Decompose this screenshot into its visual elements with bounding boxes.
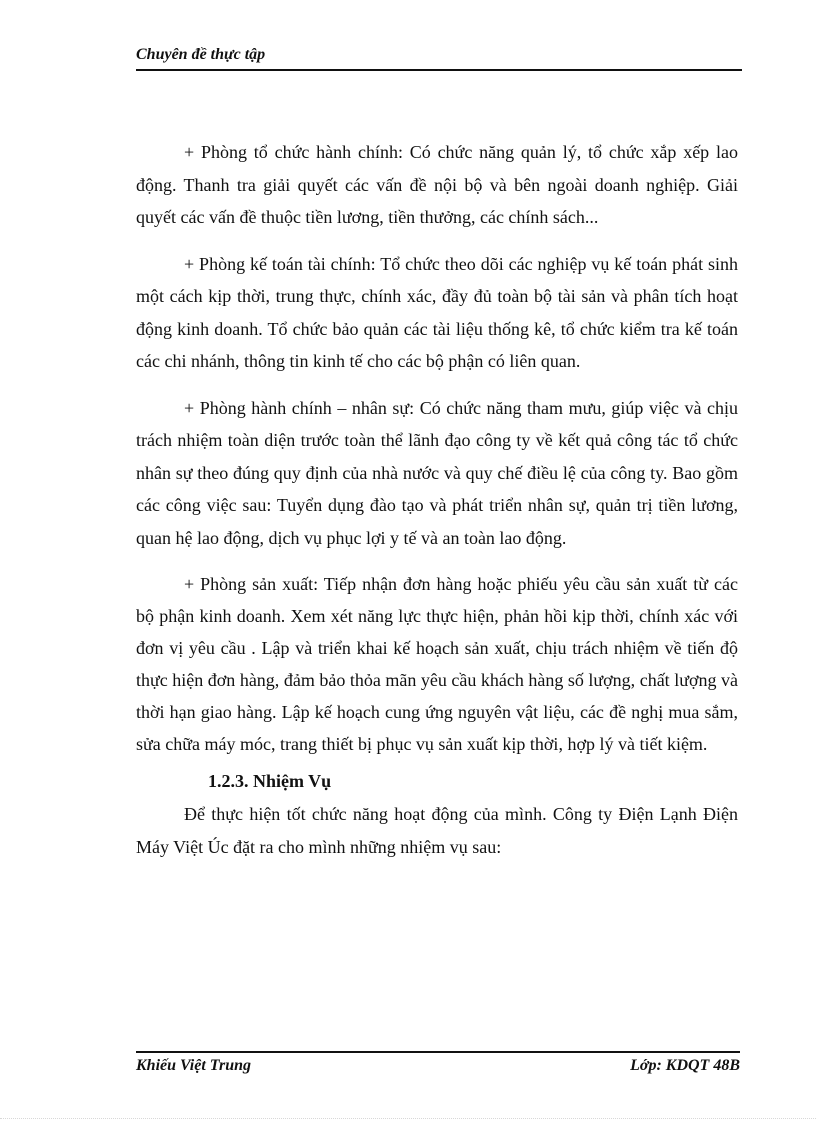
footer-rule bbox=[136, 1051, 740, 1053]
footer-author: Khiếu Việt Trung bbox=[136, 1057, 251, 1074]
footer-class: Lớp: KDQT 48B bbox=[630, 1057, 740, 1074]
page-footer bbox=[136, 1057, 740, 1075]
paragraph-san-xuat: + Phòng sản xuất: Tiếp nhận đơn hàng hoặc phiếu yêu cầu sản xuất từ các bộ phận kinh doanh. Xem xét năng lực thực hiện, phản hồi kịp thời, chính xác với đơn vị yêu cầu . Lập và triển khai kế hoạch sản xuất, chịu trách nhiệm về tiến độ thực hiện đơn hàng, đảm bảo thỏa mãn yêu cầu khách hàng số lượng, chất lượng và thời hạn giao hàng. Lập kế hoạch cung ứng nguyên vật liệu, các đề nghị mua sắm, sửa chữa máy móc, trang thiết bị phục vụ sản xuất kịp thời, hợp lý và tiết kiệm. bbox=[136, 574, 738, 754]
page-edge-divider bbox=[0, 1118, 816, 1119]
section-heading: 1.2.3. Nhiệm Vụ bbox=[208, 771, 332, 791]
paragraph-ke-toan: + Phòng kế toán tài chính: Tổ chức theo dõi các nghiệp vụ kế toán phát sinh một cách kịp thời, trung thực, chính xác, đầy đủ toàn bộ tài sản và phân tích hoạt động kinh doanh. Tổ chức bảo quản các tài liệu thống kê, tổ chức kiểm tra kế toán các chi nhánh, thông tin kinh tế cho các bộ phận có liên quan. bbox=[136, 253, 738, 371]
section-intro: Để thực hiện tốt chức năng hoạt động của mình. Công ty Điện Lạnh Điện Máy Việt Úc đặt ra cho mình những nhiệm vụ sau: bbox=[136, 804, 738, 857]
header-rule bbox=[136, 69, 742, 71]
paragraph-nhan-su: + Phòng hành chính – nhân sự: Có chức năng tham mưu, giúp việc và chịu trách nhiệm toàn diện trước toàn thể lãnh đạo công ty về kết quả công tác tổ chức nhân sự theo đúng quy định của nhà nước và quy chế điều lệ của công ty. Bao gồm các công việc sau: Tuyển dụng đào tạo và phát triển nhân sự, quản trị tiền lương, quan hệ lao động, dịch vụ phục lợi y tế và an toàn lao động. bbox=[136, 397, 738, 548]
document-body bbox=[136, 136, 738, 877]
page-header-title: Chuyên đề thực tập bbox=[136, 46, 266, 63]
paragraph-hanh-chinh: + Phòng tổ chức hành chính: Có chức năng quản lý, tổ chức xắp xếp lao động. Thanh tra giải quyết các vấn đề nội bộ và bên ngoài doanh nghiệp. Giải quyết các vấn đề thuộc tiền lương, tiền thưởng, các chính sách... bbox=[136, 142, 738, 227]
